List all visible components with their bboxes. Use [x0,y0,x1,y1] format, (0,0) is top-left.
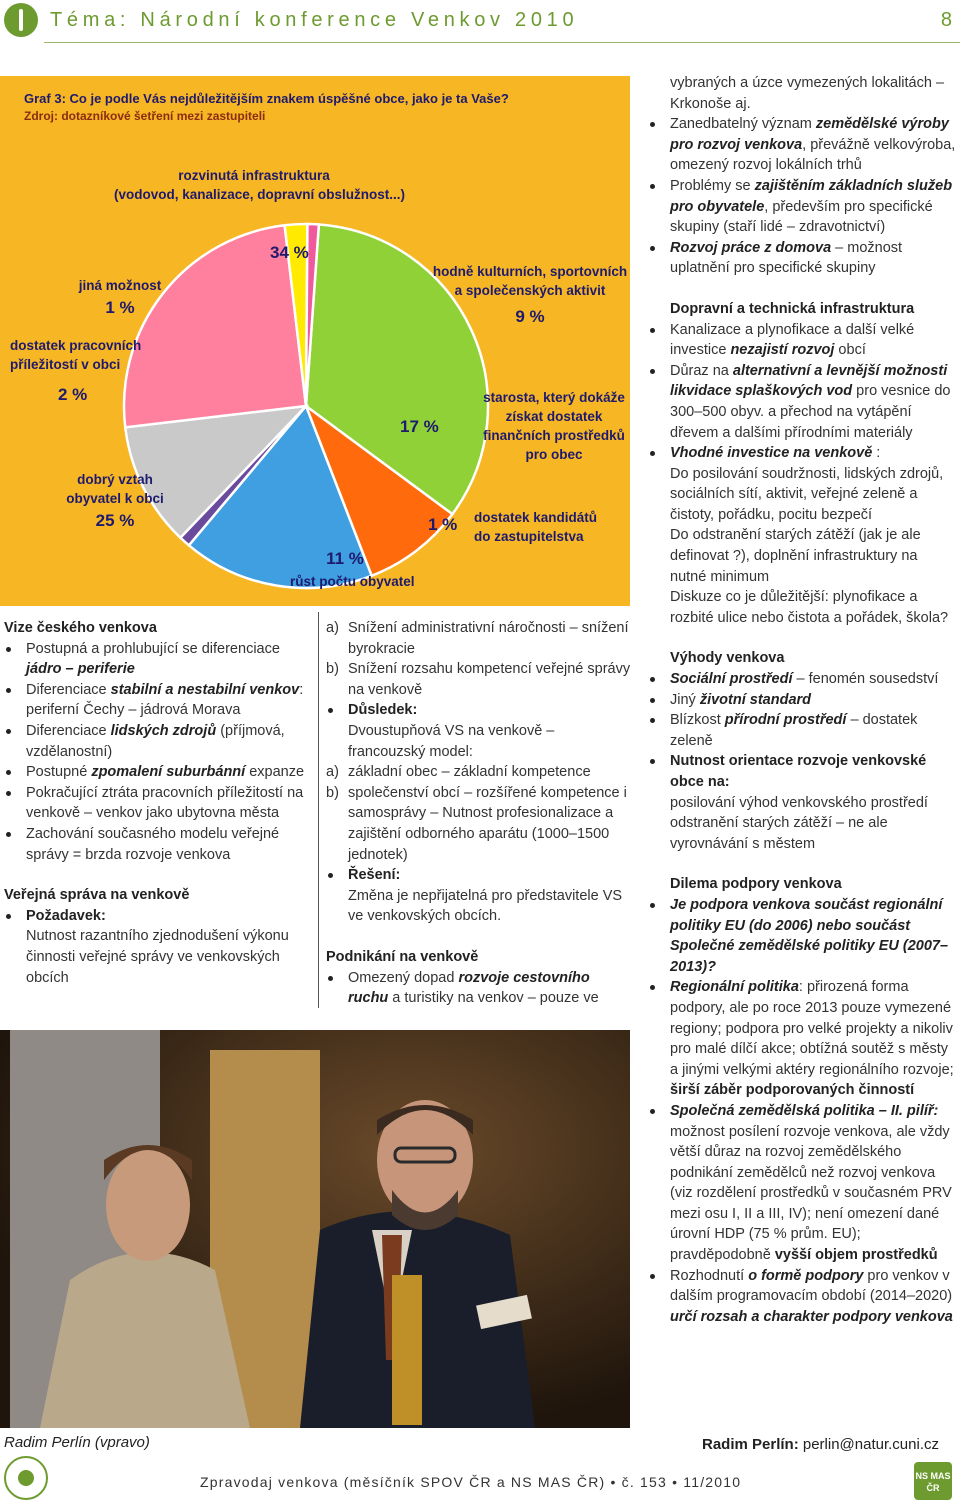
list-item: Postupné zpomalení suburbánní expanze [4,762,308,783]
heading-dilemma: Dilema podpory venkova [670,876,842,893]
list-item: Požadavek: [4,906,308,927]
list-item: Řešení: [326,865,632,886]
list-item: Pokračující ztráta pracovních příležitostí na venkově – venkov jako ubytovna města [4,783,308,824]
pct-candidates: 1 % [428,515,458,534]
paragraph: Změna je nepřijatelná pro představitele VS ve venkovských obcích. [348,887,623,925]
photo-illustration [0,1030,630,1428]
header-rule [44,42,960,43]
list-item: Kanalizace a plynofikace a další velké investice nezajistí rozvoj obcí [648,320,956,361]
column-divider [318,612,319,1008]
paragraph: Do posilování soudržnosti, lidských zdrojů, sociálních sítí, aktivit, veřejné zeleně a čistoty, pořádku, pocitu bezpečí [670,465,944,523]
spov-logo-icon [4,1456,48,1500]
chart-title: Graf 3: Co je podle Vás nejdůležitějším znakem úspěšné obce, jako je ta Vaše? [24,91,509,106]
list-item: Sociální prostředí – fenomén sousedství [648,669,956,690]
list-item: Vhodné investice na venkově : [648,443,956,464]
label-culture: hodně kulturních, sportovních a společenských aktivit 9 % [432,264,628,326]
header-title: Téma: Národní konference Venkov 2010 [50,9,579,31]
label-jobs: dostatek pracovních příležitostí v obci [10,338,142,372]
heading-advantages: Výhody venkova [670,650,785,667]
pct-infrastructure: 34 % [270,243,309,262]
label-candidates: dostatek kandidátů do zastupitelstva [474,510,598,544]
author-line: Radim Perlín: perlin@natur.cuni.cz [702,1436,939,1453]
list-item: Nutnost orientace rozvoje venkovské obce na: [648,751,956,792]
label-infrastructure: rozvinutá infrastruktura (vodovod, kanalizace, dopravní obslužnost...) [114,168,406,202]
paragraph: Do odstranění starých zátěží (jak je alе definovat ?), doplnění infrastruktury na nutné minimum [670,527,921,585]
list-item: Zachování současného modelu veřejné správy = brzda rozvoje venkova [4,824,308,865]
right-column [648,73,956,1327]
pie-chart [0,76,630,606]
paragraph: Diskuze co je důležitější: plynofikace a rozbité ulice nebo čistota a pořádek, škola? [670,589,949,626]
list-item: Je podpora venkova součást regionální politiky EU (do 2006) nebo součást Společné zemědělské politiky EU (2007–2013)? [648,895,956,977]
heading-infrastructure: Dopravní a technická infrastruktura [670,300,915,317]
header-logo-icon [4,3,38,37]
paragraph: vybraných a úzce vymezených lokalitách – Krkonoše aj. [670,75,945,112]
author-email[interactable]: perlin@natur.cuni.cz [798,1436,939,1453]
photo-caption: Radim Perlín (vpravo) [4,1434,150,1451]
page-number: 8 [940,9,952,31]
nsmas-logo-icon: NS MAS ČR [914,1462,952,1500]
heading-business: Podnikání na venkově [326,948,479,965]
label-relations: dobrý vztah obyvatel k obci 25 % [66,472,164,530]
chart-subtitle: Zdroj: dotazníkové šetření mezi zastupiteli [24,109,266,123]
list-item: b) Snížení rozsahu kompetencí veřejné správy na venkově [326,661,631,698]
list-item: Zanedbatelný význam zemědělské výroby pro rozvoj venkova, převážně velkovýroba, omezený rozvoj lokálních trhů [648,114,956,176]
left-column [4,618,308,988]
list-item: Postupná a prohlubující se diferenciace jádro – periferie [4,639,308,680]
paragraph: posilování výhod venkovského prostředí odstranění starých zátěží – ne ale vyrovnávání s městem [670,794,928,852]
list-item: Společná zemědělská politika – II. pilíř: možnost posílení rozvoje venkova, ale vždy větší důraz na rozvoj zemědělského podnikání zemědělců než rozvoj venkova (viz rozdělení prostředků v současném PRV mezi osu I, II a III, IV); není omezení dané úrovní HDP (75 % prům. EU); pravděpodobně vyšší objem prostředků [648,1101,956,1266]
list-item: Regionální politika: přirozená forma podpory, ale po roce 2013 pouze vymezené regiony; podpora pro velké projekty a nikoliv pro malé dílčí akce; obtížná soutěž s městy a jinými velkými aktéry regionálního rozvoje; širší záběr podporovaných činností [648,977,956,1101]
photo [0,1030,630,1428]
footer-text: Zpravodaj venkova (měsíčník SPOV ČR a NS MAS ČR) • č. 153 • 11/2010 [200,1474,742,1490]
label-population: 11 % růst počtu obyvatel [290,549,415,589]
heading-vision: Vize českého venkova [4,620,157,636]
heading-public-admin: Veřejná správa na venkově [4,887,190,904]
list-item: Omezený dopad rozvoje cestovního ruchu a turistiky na venkov – pouze ve [326,968,632,1009]
paragraph: Nutnost razantního zjednodušení výkonu činnosti veřejné správy ve venkovských obcích [26,928,289,986]
label-mayor: starosta, který dokáže získat dostatek finančních prostředků pro obec [483,390,625,462]
pct-mayor: 17 % [400,417,439,436]
list-item: a) Snížení administrativní náročnosti – snížení byrokracie [326,620,629,657]
list-item: Blízkost přírodní prostředí – dostatek zeleně [648,710,956,751]
paragraph: Dvoustupňová VS na venkově – francouzský model: [348,722,555,760]
list-item: Problémy se zajištěním základních služeb pro obyvatele, především pro specifické skupiny (staří lidé – zdravotnictví) [648,176,956,238]
list-item: Rozvoj práce z domova – možnost uplatnění pro specifické skupiny [648,238,956,279]
label-other: jiná možnost 1 % [78,278,162,317]
list-item: Důraz na alternativní a levnější možnosti likvidace splaškových vod pro vesnice do 300–500 obyv. a přechod na vytápění dřevem a dalšími přírodními materiály [648,361,956,443]
list-item: Rozhodnutí o formě podpory pro venkov v dalším programovacím období (2014–2020) určí rozsah a charakter podpory venkova [648,1266,956,1328]
list-item: Diferenciace stabilní a nestabilní venkov: periferní Čechy – jádrová Morava [4,680,308,721]
list-item: a) základní obec – základní kompetence [326,764,591,781]
list-item: Důsledek: [326,700,632,721]
list-item: Diferenciace lidských zdrojů (příjmová, vzdělanostní) [4,721,308,762]
pct-jobs: 2 % [58,385,88,404]
list-item: b) společenství obcí – rozšířené kompetence i samosprávy – Nutnost profesionalizace a zajištění odborného aparátu (1000–1500 jednotek) [326,784,627,863]
middle-column [326,618,632,1009]
list-item: Jiný životní standard [648,690,956,711]
